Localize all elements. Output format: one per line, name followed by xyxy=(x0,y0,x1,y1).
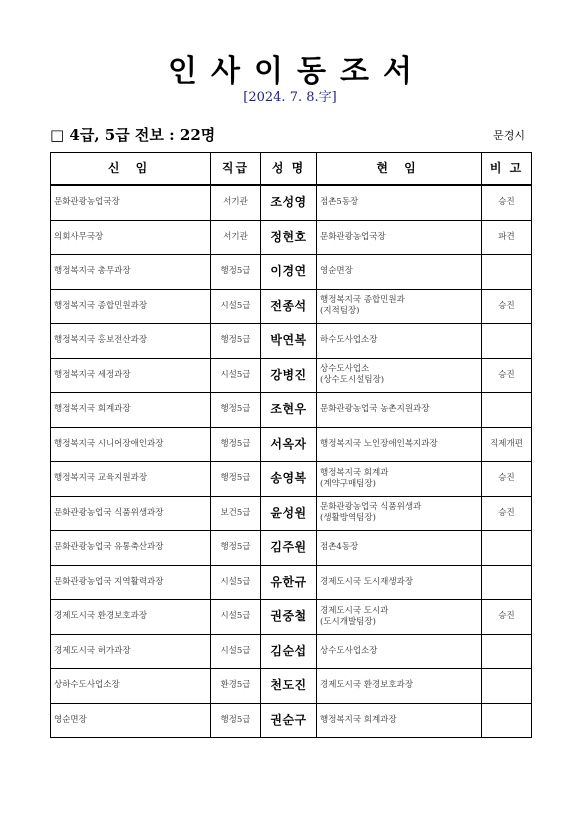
current-post-cell xyxy=(317,669,482,704)
current-post-cell xyxy=(317,703,482,738)
header-name: 성 명 xyxy=(261,153,317,186)
document-date: [2024. 7. 8.字] xyxy=(243,90,337,105)
current-post-cell xyxy=(317,289,482,324)
current-post-text: 행정복지국 노인장애인복지과장 xyxy=(320,438,438,449)
note-cell xyxy=(482,393,532,428)
table-row xyxy=(51,427,532,462)
grade-cell: 행정5급 xyxy=(211,393,261,428)
new-post-cell: 문화관광농업국 식품위생과장 xyxy=(51,496,211,531)
name-cell: 김순섭 xyxy=(261,634,317,669)
name-cell: 이경연 xyxy=(261,255,317,290)
new-post-cell: 의회사무국장 xyxy=(51,220,211,255)
grade-cell: 행정5급 xyxy=(211,324,261,359)
current-post-text: 문화관광농업국장 xyxy=(320,231,386,242)
name-cell: 송영복 xyxy=(261,462,317,497)
grade-cell: 서기관 xyxy=(211,220,261,255)
note-cell xyxy=(482,634,532,669)
name-cell: 천도진 xyxy=(261,669,317,704)
current-post-cell xyxy=(317,634,482,669)
current-post-text: 점촌4동장 xyxy=(320,542,359,553)
new-post-cell: 경제도시국 환경보호과장 xyxy=(51,600,211,635)
page-title: 인사이동조서 xyxy=(168,54,426,89)
grade-cell: 행정5급 xyxy=(211,462,261,497)
name-cell: 조성영 xyxy=(261,185,317,220)
current-post-text: 상수도사업소장 xyxy=(320,645,378,656)
note-cell: 파견 xyxy=(482,220,532,255)
name-cell: 서옥자 xyxy=(261,427,317,462)
new-post-cell: 행정복지국 시니어장애인과장 xyxy=(51,427,211,462)
organization-name: 문경시 xyxy=(493,129,525,142)
new-post-cell: 문화관광농업국 유통축산과장 xyxy=(51,531,211,566)
table-row xyxy=(51,255,532,290)
grade-cell: 시설5급 xyxy=(211,358,261,393)
current-post-cell xyxy=(317,324,482,359)
note-cell xyxy=(482,669,532,704)
table-row xyxy=(51,324,532,359)
current-post-cell xyxy=(317,220,482,255)
name-cell: 조현우 xyxy=(261,393,317,428)
name-cell: 김주원 xyxy=(261,531,317,566)
current-post-text: 문화관광농업국 농촌지원과장 xyxy=(320,404,430,415)
grade-cell: 행정5급 xyxy=(211,427,261,462)
note-cell: 직제개편 xyxy=(482,427,532,462)
header-current-post: 현 임 xyxy=(317,153,482,186)
current-post-text: 경제도시국 도시재생과장 xyxy=(320,576,414,587)
current-post-text: 하수도사업소장 xyxy=(320,335,378,346)
new-post-cell: 문화관광농업국 지역활력과장 xyxy=(51,565,211,600)
current-post-text: 경제도시국 환경보호과장 xyxy=(320,680,414,691)
note-cell: 승진 xyxy=(482,358,532,393)
new-post-cell: 경제도시국 허가과장 xyxy=(51,634,211,669)
table-row xyxy=(51,393,532,428)
grade-cell: 시설5급 xyxy=(211,289,261,324)
current-post-text: 문화관광농업국 식품위생과 (생활방역팀장) xyxy=(320,502,422,524)
current-post-text: 행정복지국 종합민원과 (지적팀장) xyxy=(320,295,405,317)
header-new-post: 신 임 xyxy=(51,153,211,186)
table-header-row xyxy=(51,153,532,186)
table-row xyxy=(51,220,532,255)
grade-cell: 보건5급 xyxy=(211,496,261,531)
current-post-text: 상수도사업소 (상수도시설팀장) xyxy=(320,364,385,386)
current-post-text: 행정복지국 회계과 (계약구매팀장) xyxy=(320,467,389,489)
new-post-cell: 행정복지국 홍보전산과장 xyxy=(51,324,211,359)
table-row xyxy=(51,565,532,600)
current-post-text: 점촌5동장 xyxy=(320,197,359,208)
note-cell: 승진 xyxy=(482,462,532,497)
grade-cell: 서기관 xyxy=(211,185,261,220)
current-post-cell xyxy=(317,600,482,635)
grade-cell: 시설5급 xyxy=(211,634,261,669)
note-cell: 승진 xyxy=(482,496,532,531)
table-row xyxy=(51,669,532,704)
current-post-cell xyxy=(317,531,482,566)
note-cell xyxy=(482,565,532,600)
section-heading: □ 4급, 5급 전보 : 22명 xyxy=(50,126,216,144)
table-row xyxy=(51,358,532,393)
current-post-cell xyxy=(317,496,482,531)
new-post-cell: 영순면장 xyxy=(51,703,211,738)
note-cell: 승진 xyxy=(482,185,532,220)
grade-cell: 시설5급 xyxy=(211,565,261,600)
table-row xyxy=(51,185,532,220)
note-cell: 승진 xyxy=(482,600,532,635)
name-cell: 권순구 xyxy=(261,703,317,738)
grade-cell: 행정5급 xyxy=(211,255,261,290)
new-post-cell: 행정복지국 세정과장 xyxy=(51,358,211,393)
new-post-cell: 상하수도사업소장 xyxy=(51,669,211,704)
current-post-cell xyxy=(317,462,482,497)
header-grade: 직급 xyxy=(211,153,261,186)
current-post-cell xyxy=(317,565,482,600)
name-cell: 전종석 xyxy=(261,289,317,324)
note-cell: 승진 xyxy=(482,289,532,324)
name-cell: 강병진 xyxy=(261,358,317,393)
grade-cell: 행정5급 xyxy=(211,531,261,566)
current-post-text: 행정복지국 회계과장 xyxy=(320,714,397,725)
table-row xyxy=(51,703,532,738)
personnel-table xyxy=(50,152,532,738)
grade-cell: 행정5급 xyxy=(211,703,261,738)
note-cell xyxy=(482,255,532,290)
name-cell: 유한규 xyxy=(261,565,317,600)
current-post-text: 경제도시국 도시과 (도시개발팀장) xyxy=(320,605,389,627)
table-row xyxy=(51,462,532,497)
current-post-cell xyxy=(317,255,482,290)
new-post-cell: 문화관광농업국장 xyxy=(51,185,211,220)
new-post-cell: 행정복지국 종합민원과장 xyxy=(51,289,211,324)
note-cell xyxy=(482,324,532,359)
name-cell: 권중철 xyxy=(261,600,317,635)
current-post-cell xyxy=(317,358,482,393)
current-post-cell xyxy=(317,427,482,462)
name-cell: 정현호 xyxy=(261,220,317,255)
grade-cell: 환경5급 xyxy=(211,669,261,704)
table-row xyxy=(51,531,532,566)
current-post-cell xyxy=(317,393,482,428)
name-cell: 윤성원 xyxy=(261,496,317,531)
note-cell xyxy=(482,703,532,738)
current-post-text: 영순면장 xyxy=(320,266,353,277)
table-row xyxy=(51,496,532,531)
grade-cell: 시설5급 xyxy=(211,600,261,635)
table-row xyxy=(51,634,532,669)
table-body xyxy=(51,185,532,738)
header-note: 비 고 xyxy=(482,153,532,186)
new-post-cell: 행정복지국 회계과장 xyxy=(51,393,211,428)
name-cell: 박연복 xyxy=(261,324,317,359)
current-post-cell xyxy=(317,185,482,220)
new-post-cell: 행정복지국 교육지원과장 xyxy=(51,462,211,497)
note-cell xyxy=(482,531,532,566)
table-row xyxy=(51,600,532,635)
new-post-cell: 행정복지국 총무과장 xyxy=(51,255,211,290)
table-row xyxy=(51,289,532,324)
